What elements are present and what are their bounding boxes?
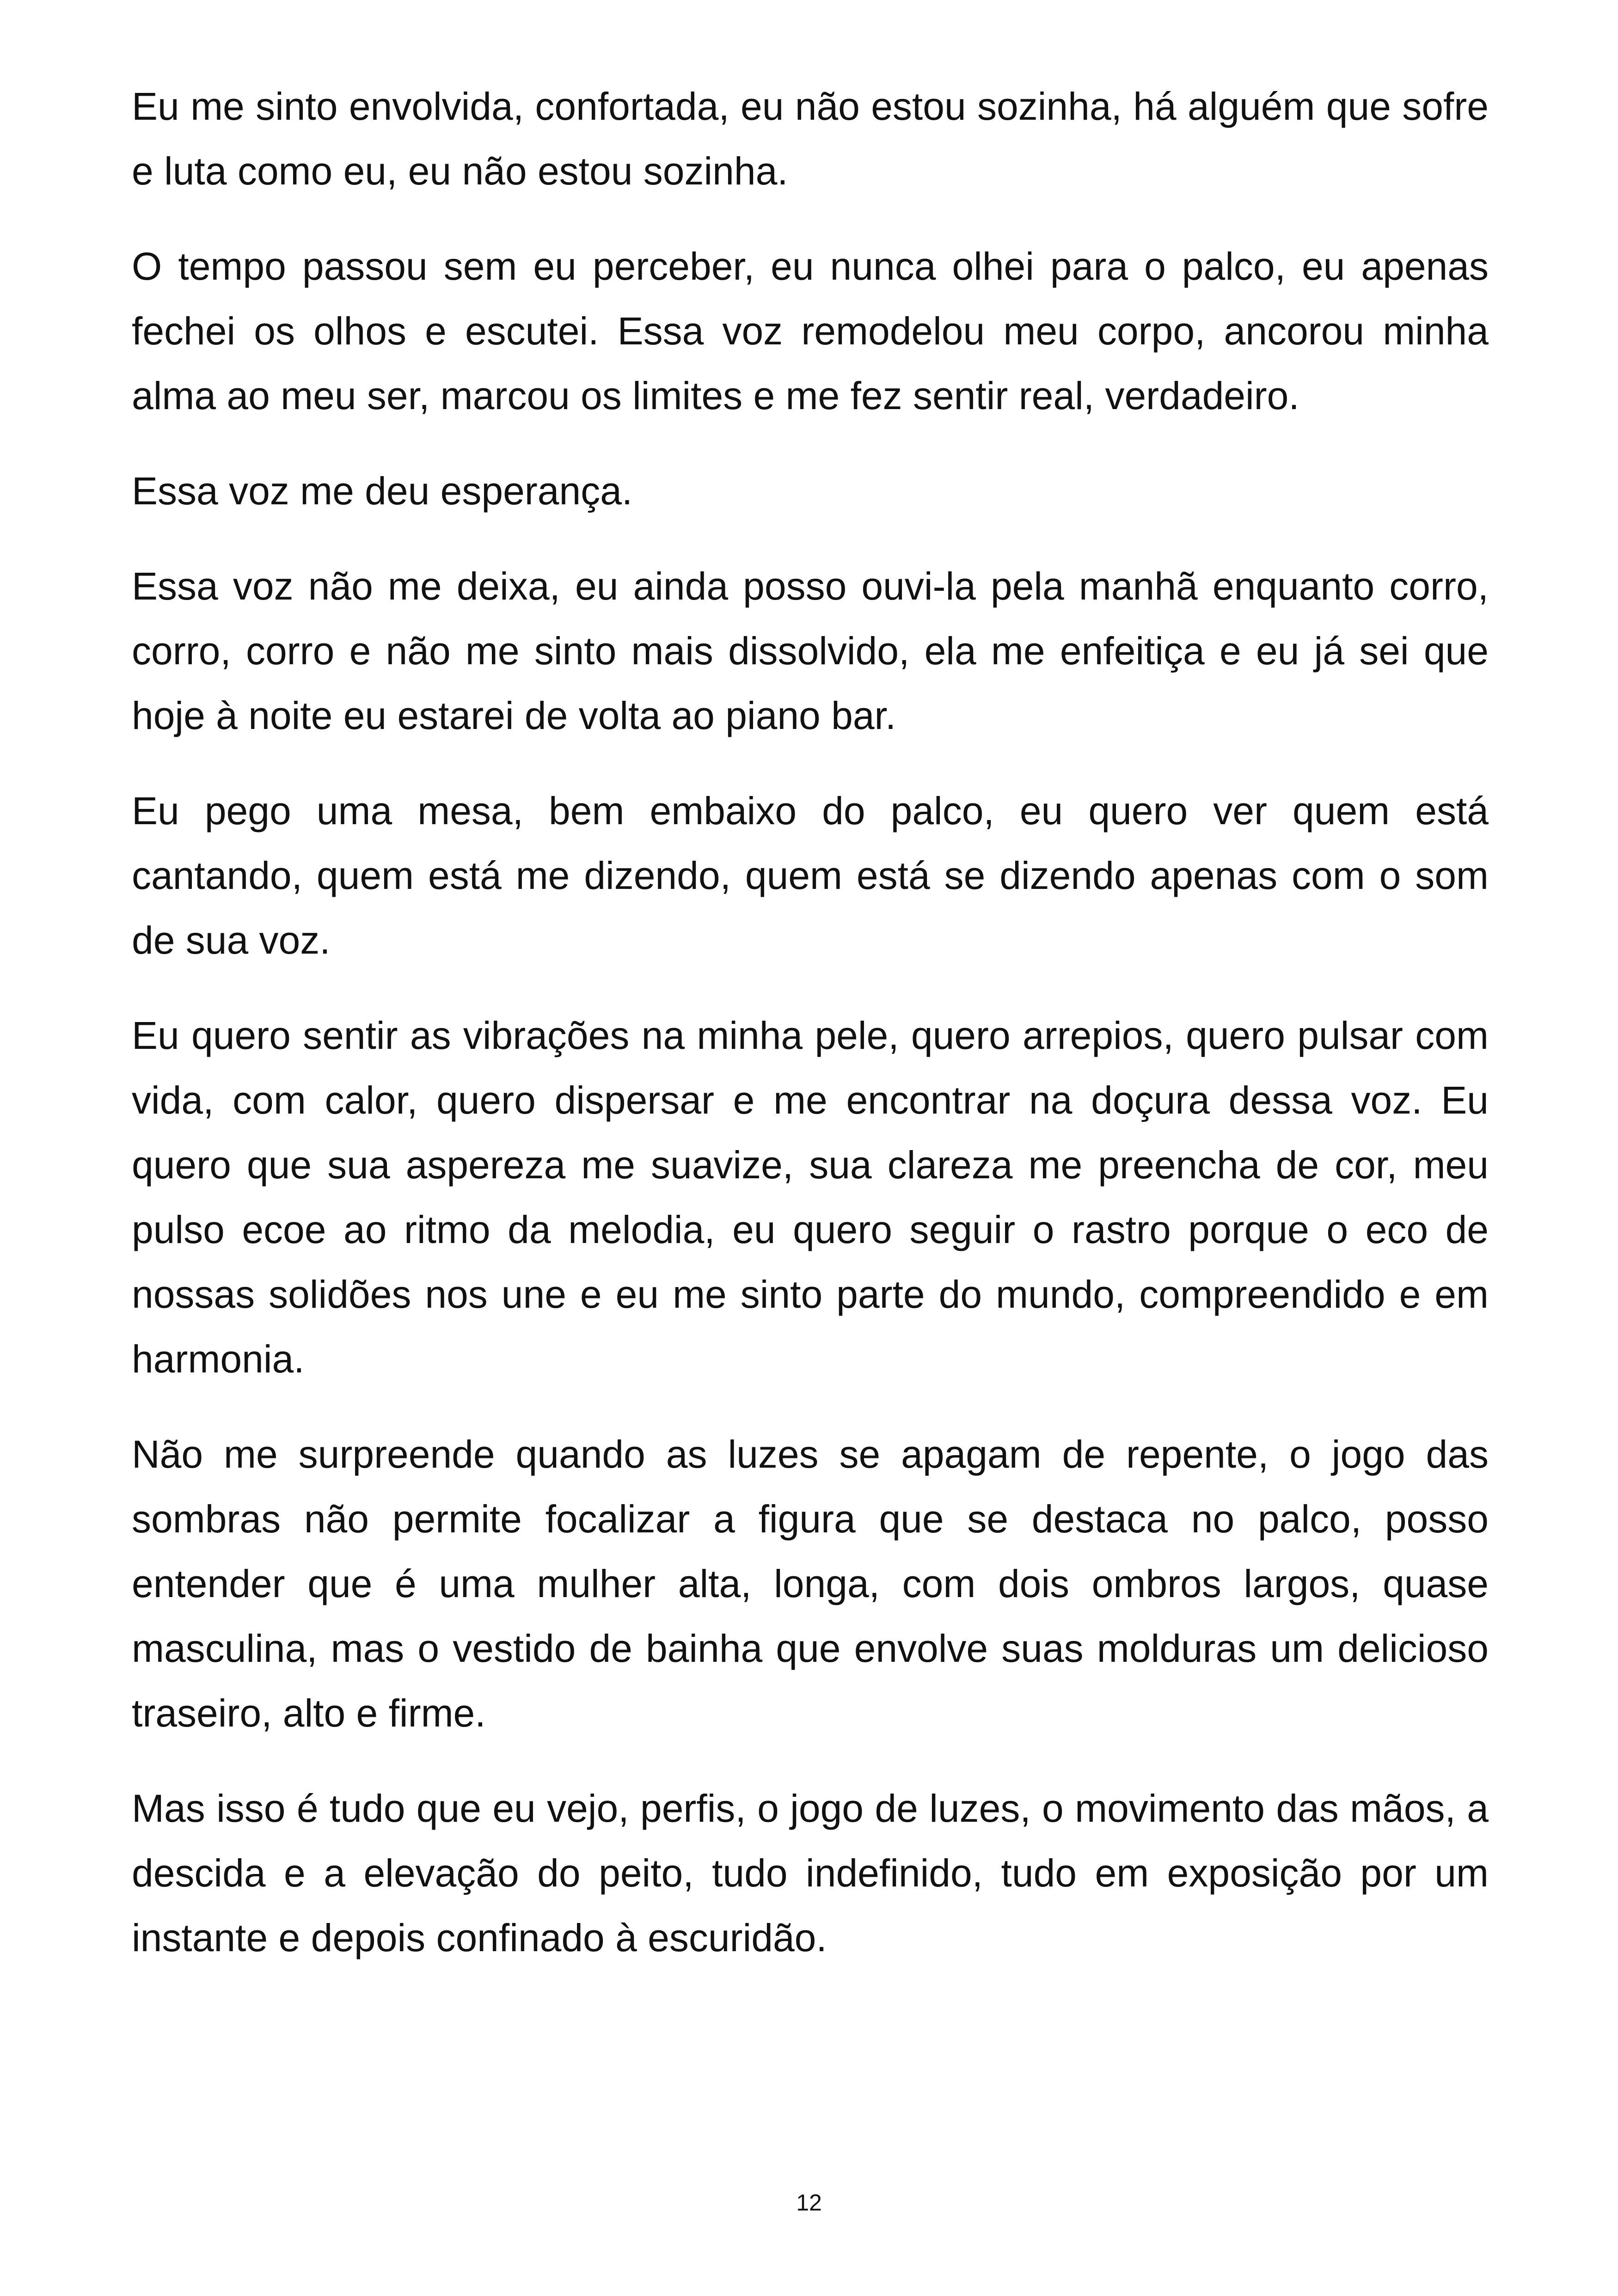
page-number: 12 bbox=[796, 2190, 822, 2216]
paragraph: Eu pego uma mesa, bem embaixo do palco, eu quero ver quem está cantando, quem está me dizendo, quem está se dizendo apenas com o som de sua voz. bbox=[132, 789, 1489, 962]
body-text bbox=[132, 74, 1489, 2001]
paragraph: Eu quero sentir as vibrações na minha pele, quero arrepios, quero pulsar com vida, com calor, quero dispersar e me encontrar na doçura dessa voz. Eu quero que sua aspereza me suavize, sua clareza me preencha de cor, meu pulso ecoe ao ritmo da melodia, eu quero seguir o rastro porque o eco de nossas solidões nos une e eu me sinto parte do mundo, compreendido e em harmonia. bbox=[132, 1014, 1489, 1381]
paragraph: Essa voz não me deixa, eu ainda posso ouvi-la pela manhã enquanto corro, corro, corro e não me sinto mais dissolvido, ela me enfeitiça e eu já sei que hoje à noite eu estarei de volta ao piano bar. bbox=[132, 564, 1489, 737]
paragraph: Essa voz me deu esperança. bbox=[132, 469, 633, 513]
paragraph: O tempo passou sem eu perceber, eu nunca olhei para o palco, eu apenas fechei os olhos e escutei. Essa voz remodelou meu corpo, ancorou minha alma ao meu ser, marcou os limites e me fez sentir real, verdadeiro. bbox=[132, 245, 1489, 417]
paragraph: Não me surpreende quando as luzes se apagam de repente, o jogo das sombras não permite focalizar a figura que se destaca no palco, posso entender que é uma mulher alta, longa, com dois ombros largos, quase masculina, mas o vestido de bainha que envolve suas molduras um delicioso traseiro, alto e firme. bbox=[132, 1433, 1489, 1735]
paragraph: Eu me sinto envolvida, confortada, eu não estou sozinha, há alguém que sofre e luta como eu, eu não estou sozinha. bbox=[132, 85, 1489, 193]
paragraph: Mas isso é tudo que eu vejo, perfis, o jogo de luzes, o movimento das mãos, a descida e a elevação do peito, tudo indefinido, tudo em exposição por um instante e depois confinado à escuridão. bbox=[132, 1787, 1489, 1959]
